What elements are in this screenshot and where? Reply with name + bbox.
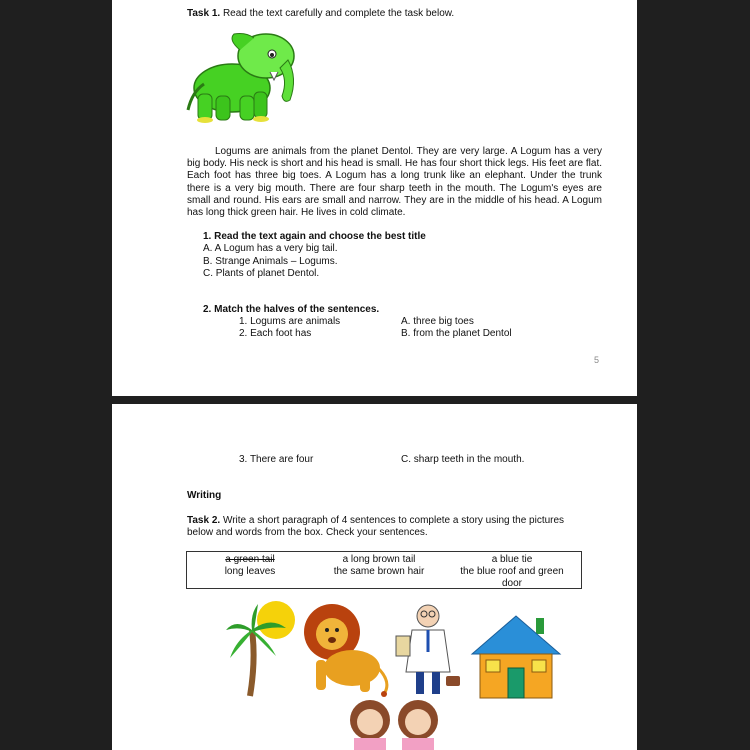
word-box-col-1 bbox=[195, 554, 305, 578]
task1-heading bbox=[187, 8, 454, 20]
word-item: a long brown tail bbox=[342, 554, 416, 565]
word-item: a green tail bbox=[225, 554, 275, 565]
worksheet-page-2 bbox=[112, 404, 637, 750]
q2-left-3: 3. There are four bbox=[239, 454, 314, 465]
q2-title: 2. Match the halves of the sentences. bbox=[203, 304, 380, 315]
q2-right-b: B. from the planet Dentol bbox=[401, 328, 512, 339]
q1-title: 1. Read the text again and choose the best title bbox=[203, 231, 426, 242]
logum-passage: Logums are animals from the planet Dentol. They are very large. A Logum has a very big body. His neck is short and his head is small. He has four short thick legs. His feet are flat. Each foot has three big toes. A Logum has a long trunk like an elephant. Under the trunk there is a very big mouth. There are four sharp teeth in the mouth. The Logum's eyes are small and round. His ears are small and narrow. They are in the middle of his head. A Logum has long thick green hair. He lives in cold climate. bbox=[187, 146, 602, 219]
word-item: the same brown hair bbox=[333, 566, 425, 577]
logum-illustration bbox=[184, 30, 300, 124]
q2-right-c: C. sharp teeth in the mouth. bbox=[401, 454, 525, 465]
word-item: long leaves bbox=[224, 566, 276, 577]
word-item: door bbox=[501, 578, 522, 589]
worksheet-page-1 bbox=[112, 0, 637, 396]
q2-left-1: 1. Logums are animals bbox=[239, 316, 341, 327]
palm-tree-illustration bbox=[226, 600, 306, 700]
word-item: a blue tie bbox=[491, 554, 533, 565]
house-illustration bbox=[468, 614, 564, 700]
q2-right-a: A. three big toes bbox=[401, 316, 474, 327]
word-box bbox=[186, 551, 582, 589]
task1-label: Task 1. bbox=[187, 8, 221, 19]
word-box-col-3 bbox=[449, 554, 575, 590]
q1-option-c: C. Plants of planet Dentol. bbox=[203, 268, 320, 279]
task2-instruction-line1: Write a short paragraph of 4 sentences to complete a story using the pictures bbox=[222, 515, 565, 526]
lion-illustration bbox=[302, 602, 392, 698]
q1-option-a: A. A Logum has a very big tail. bbox=[203, 243, 338, 254]
task1-instruction: Read the text carefully and complete the task below. bbox=[222, 8, 455, 19]
page-number: 5 bbox=[594, 355, 600, 365]
q1-option-b: B. Strange Animals – Logums. bbox=[203, 256, 338, 267]
task2-label: Task 2. bbox=[187, 515, 221, 526]
girls-illustration bbox=[344, 698, 444, 750]
word-item: the blue roof and green bbox=[460, 566, 564, 577]
task2-heading bbox=[187, 515, 564, 527]
word-box-col-2 bbox=[319, 554, 439, 578]
writing-heading: Writing bbox=[187, 490, 222, 501]
doctor-illustration bbox=[394, 602, 464, 702]
q2-left-2: 2. Each foot has bbox=[239, 328, 312, 339]
task2-instruction-line2: below and words from the box. Check your sentences. bbox=[187, 527, 428, 538]
